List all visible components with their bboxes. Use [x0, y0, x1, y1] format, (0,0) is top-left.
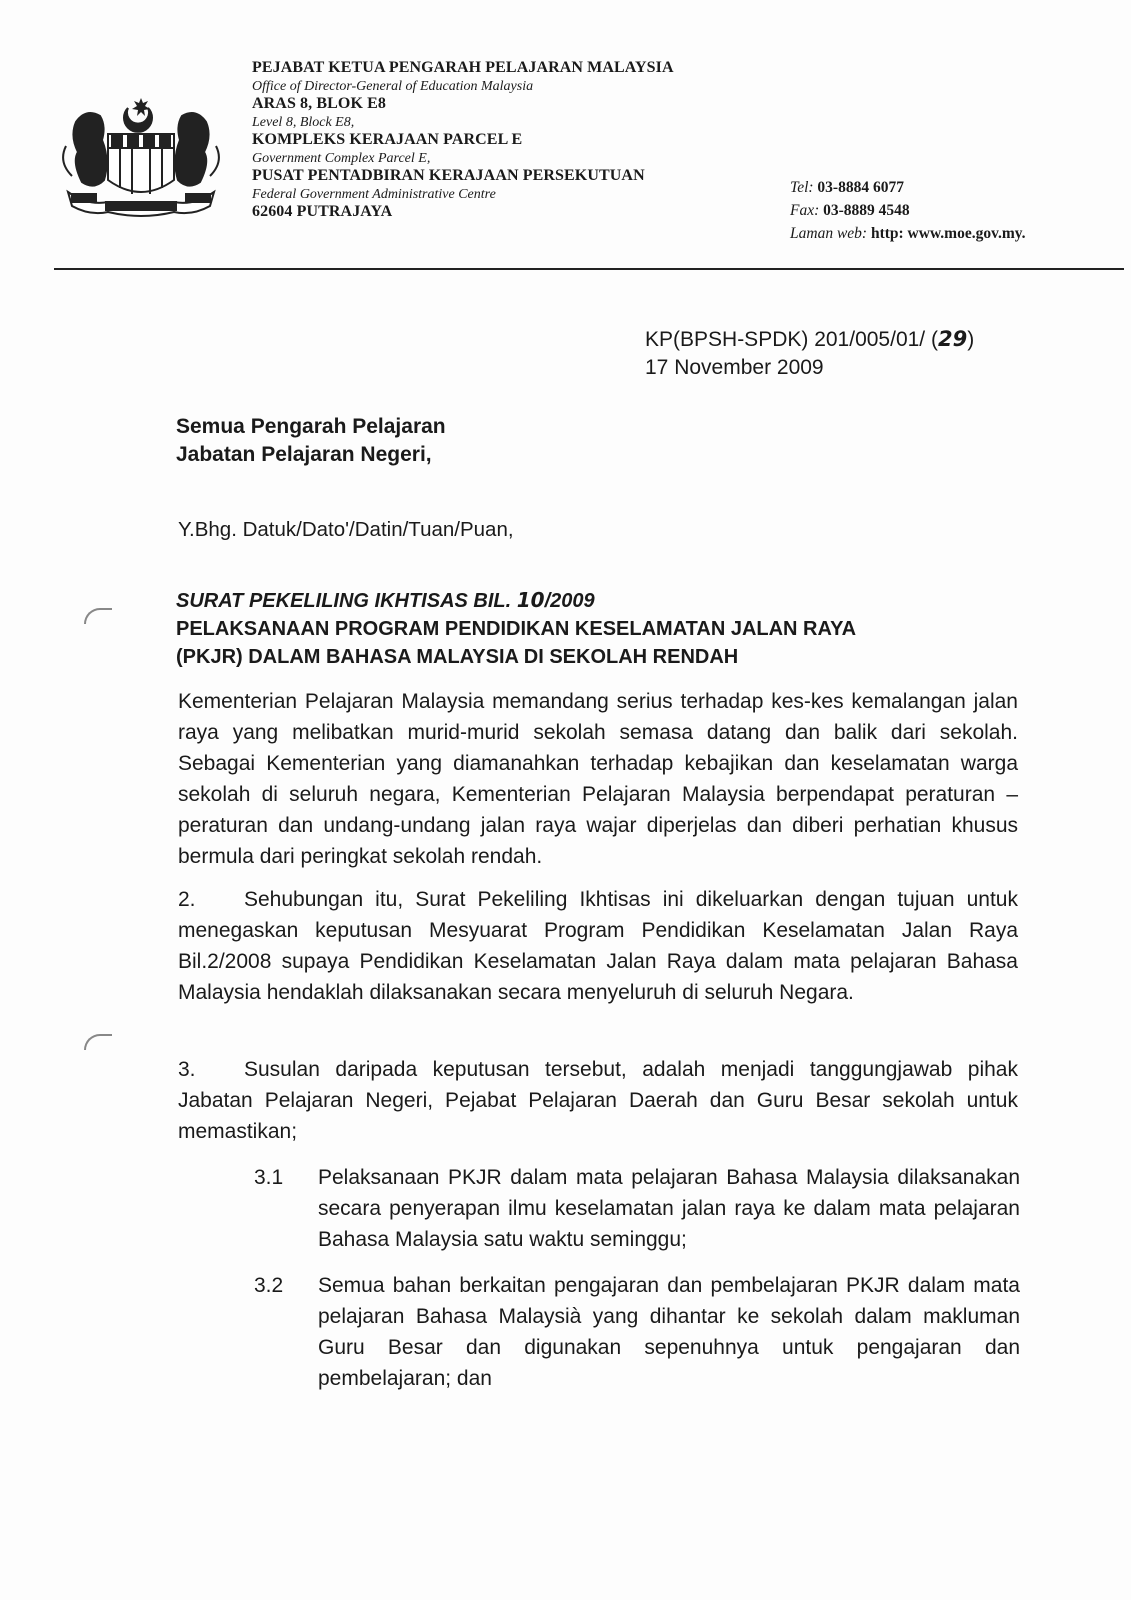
subparagraph-3-2-text: Semua bahan berkaitan pengajaran dan pembelajaran PKJR dalam mata pelajaran Bahasa Malaysià yang dihantar ke sekolah dalam makluman Guru Besar dan digunakan sepenuhnya untuk pengajaran dan pembelajaran; dan: [318, 1274, 1020, 1390]
malaysia-coat-of-arms-icon: [58, 92, 224, 230]
fax-value: 03-8889 4548: [823, 202, 910, 219]
recipient-line-2: Jabatan Pelajaran Negeri,: [176, 443, 432, 466]
complex-ms: KOMPLEKS KERAJAAN PARCEL E: [252, 131, 523, 148]
web-label: Laman web:: [790, 225, 868, 242]
centre-ms: PUSAT PENTADBIRAN KERAJAAN PERSEKUTUAN: [252, 167, 645, 184]
fax-line: [790, 199, 1026, 222]
salutation: Y.Bhg. Datuk/Dato'/Datin/Tuan/Puan,: [178, 518, 514, 541]
circular-number-line: [176, 586, 1016, 615]
circular-suffix: /2009: [544, 590, 595, 612]
complex-en: Government Complex Parcel E,: [252, 151, 431, 166]
reference-number-text: KP(BPSH-SPDK) 201/005/01/ (: [645, 328, 938, 351]
reference-number-close: ): [967, 328, 975, 351]
subparagraph-3-1-text: Pelaksanaan PKJR dalam mata pelajaran Bahasa Malaysia dilaksanakan secara penyerapan ilmu keselamatan jalan raya ke dalam mata pelajaran Bahasa Malaysia satu waktu seminggu;: [318, 1166, 1020, 1251]
subject-title-line-1: PELAKSANAAN PROGRAM PENDIDIKAN KESELAMATAN JALAN RAYA: [176, 618, 857, 640]
office-address: [252, 60, 772, 224]
level-en: Level 8, Block E8,: [252, 115, 355, 130]
web-value: http: www.moe.gov.my.: [870, 225, 1026, 242]
subparagraph-3-2: [254, 1270, 1020, 1394]
paragraph-3: [178, 1054, 1018, 1147]
paragraph-3-number: 3.: [178, 1058, 196, 1081]
paragraph-2-number: 2.: [178, 888, 196, 911]
punch-hole-mark: [84, 608, 112, 624]
paragraph-2-text: Sehubungan itu, Surat Pekeliling Ikhtisas ini dikeluarkan dengan tujuan untuk menegaskan keputusan Mesyuarat Program Pendidikan Keselamatan Jalan Raya Bil.2/2008 supaya Pendidikan Keselamatan Jalan Raya dalam mata pelajaran Bahasa Malaysia hendaklah dilaksanakan secara menyeluruh di seluruh Negara.: [178, 888, 1018, 1004]
tel-line: [790, 176, 1026, 199]
circular-handwritten-number: 10: [516, 588, 545, 612]
subparagraph-3-2-number: 3.2: [254, 1274, 284, 1297]
paragraph-1: Kementerian Pelajaran Malaysia memandang serius terhadap kes-kes kemalangan jalan raya yang melibatkan murid-murid sekolah semasa datang dan balik dari sekolah. Sebagai Kementerian yang diamanahkan terhadap kebajikan dan keselamatan warga sekolah di seluruh negara, Kementerian Pelajaran Malaysia berpendapat peraturan –peraturan dan undang-undang jalan raya wajar diperjelas dan diberi perhatian khusus bermula dari peringkat sekolah rendah.: [178, 690, 1018, 868]
subparagraph-3-1: [254, 1162, 1020, 1258]
subject-title-line-2: (PKJR) DALAM BAHASA MALAYSIA DI SEKOLAH RENDAH: [176, 646, 739, 668]
recipient-line-1: Semua Pengarah Pelajaran: [176, 415, 446, 438]
reference-block: [645, 325, 974, 382]
letter-date: 17 November 2009: [645, 356, 824, 379]
reference-number: [645, 325, 974, 354]
paragraph-2: [178, 884, 1018, 1008]
recipient-block: [176, 413, 446, 469]
office-name-en: Office of Director-General of Education Malaysia: [252, 79, 534, 94]
header-divider: [54, 268, 1124, 270]
punch-hole-mark: [84, 1034, 112, 1050]
subject-block: [176, 586, 1016, 671]
tel-value: 03-8884 6077: [817, 179, 904, 196]
office-name-ms: PEJABAT KETUA PENGARAH PELAJARAN MALAYSIA: [252, 59, 674, 76]
postcode: 62604 PUTRAJAYA: [252, 203, 393, 220]
paragraph-3-text: Susulan daripada keputusan tersebut, adalah menjadi tanggungjawab pihak Jabatan Pelajaran Negeri, Pejabat Pelajaran Daerah dan Guru Besar sekolah untuk memastikan;: [178, 1058, 1018, 1143]
tel-label: Tel:: [790, 179, 814, 196]
fax-label: Fax:: [790, 202, 820, 219]
reference-handwritten-number: 29: [937, 327, 968, 351]
level-ms: ARAS 8, BLOK E8: [252, 95, 386, 112]
contact-block: [790, 176, 1026, 245]
web-line: [790, 222, 1026, 245]
centre-en: Federal Government Administrative Centre: [252, 187, 496, 202]
subparagraph-3-1-number: 3.1: [254, 1166, 284, 1189]
circular-prefix: SURAT PEKELILING IKHTISAS BIL.: [176, 590, 517, 612]
